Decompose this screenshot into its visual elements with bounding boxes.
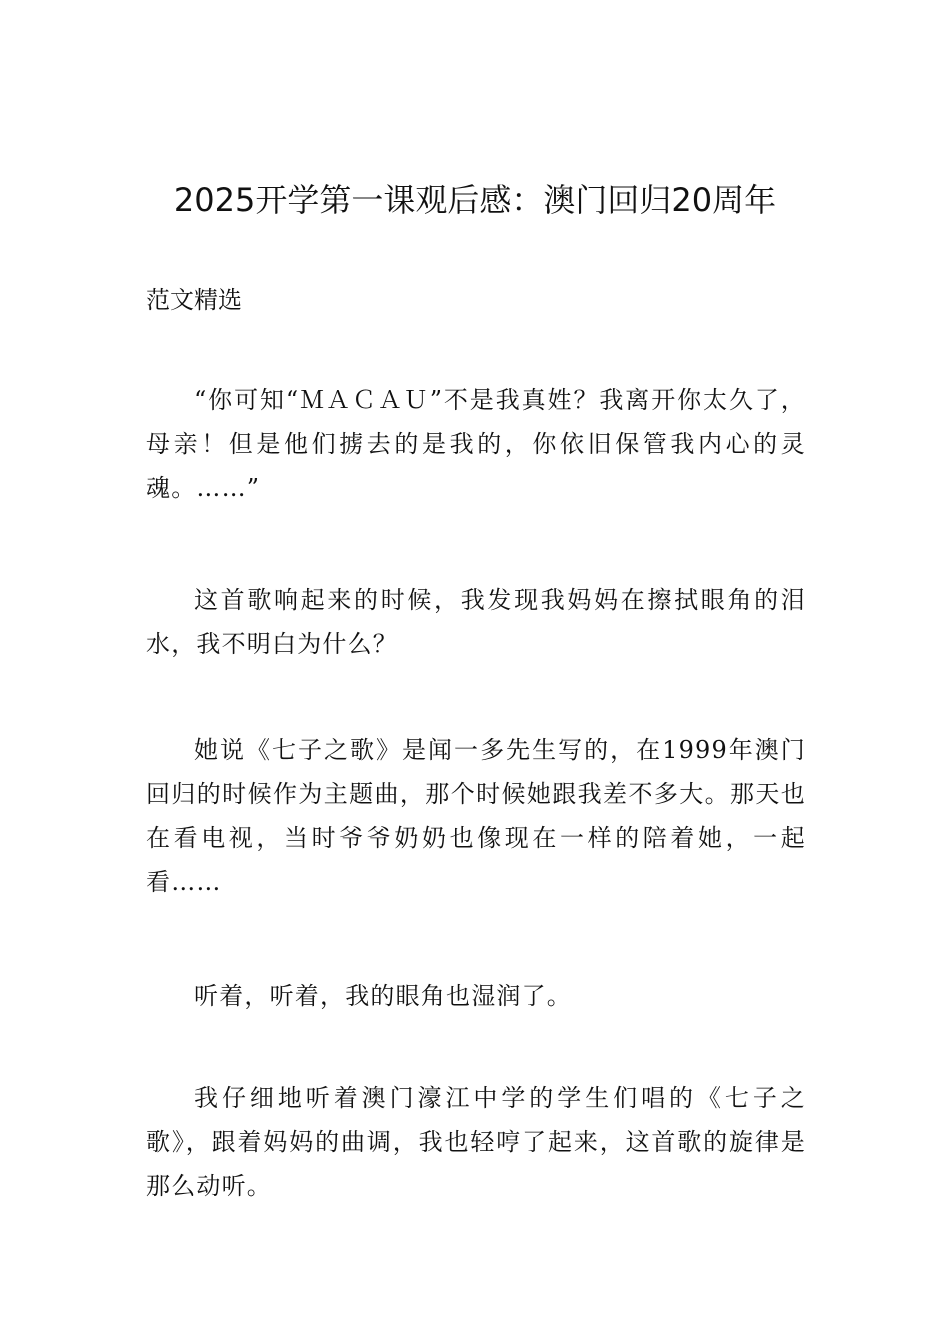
paragraph-4: 听着，听着，我的眼角也湿润了。 <box>194 982 572 1010</box>
document-title: 2025开学第一课观后感：澳门回归20周年 <box>173 181 777 219</box>
paragraph-5: 我仔细地听着澳门濠江中学的学生们唱的《七子之歌》，跟着妈妈的曲调，我也轻哼了起来，这首歌的旋律是那么动听。 <box>146 1084 806 1200</box>
document-subtitle: 范文精选 <box>146 286 242 314</box>
paragraph-2: 这首歌响起来的时候，我发现我妈妈在擦拭眼角的泪水，我不明白为什么？ <box>146 586 806 658</box>
paragraph-1: “你可知“ＭＡＣＡＵ”不是我真姓？我离开你太久了，母亲！但是他们掳去的是我的，你依旧保管我内心的灵魂。……” <box>146 386 806 502</box>
paragraph-3: 她说《七子之歌》是闻一多先生写的，在1999年澳门回归的时候作为主题曲，那个时候她跟我差不多大。那天也在看电视，当时爷爷奶奶也像现在一样的陪着她，一起看…… <box>146 736 806 896</box>
